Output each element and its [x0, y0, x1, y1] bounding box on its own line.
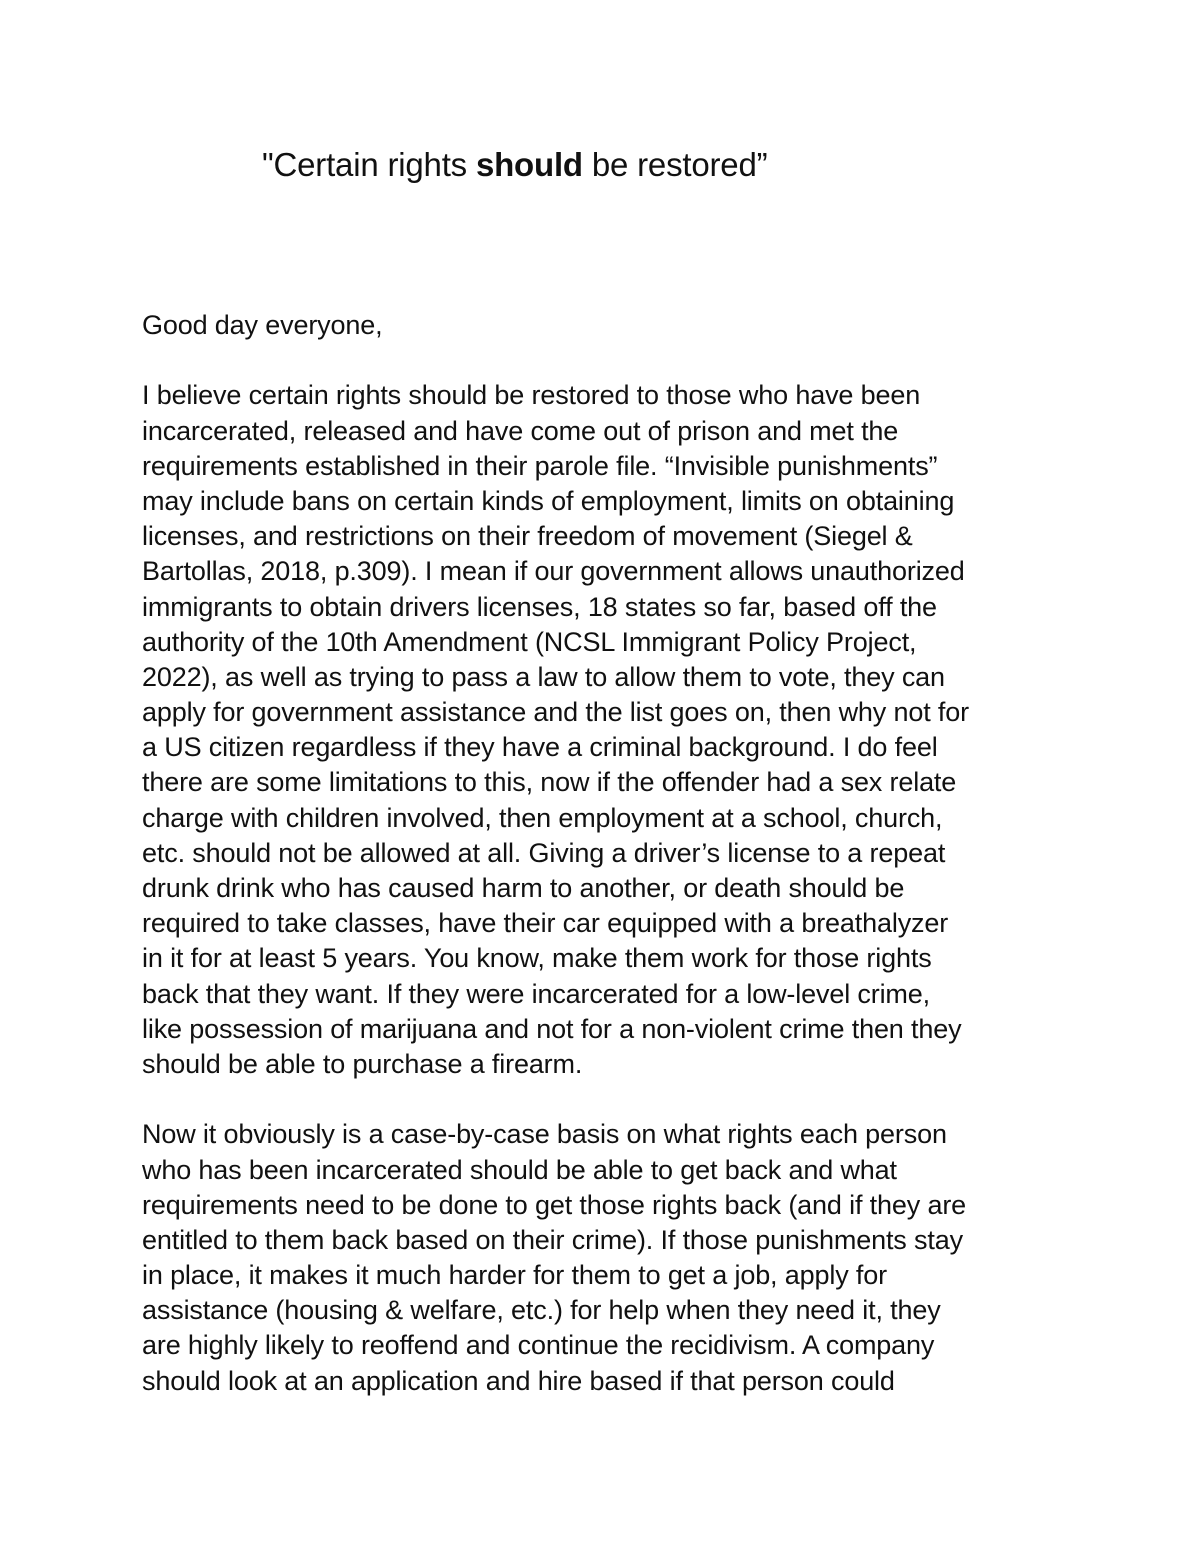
paragraph-spacer — [142, 1082, 1072, 1117]
paragraph-line: requirements need to be done to get those rights back (and if they are — [142, 1189, 967, 1220]
paragraph-line: who has been incarcerated should be able to get back and what — [142, 1154, 897, 1185]
paragraph-line: there are some limitations to this, now if the offender had a sex relate — [142, 767, 957, 798]
paragraph-line: apply for government assistance and the list goes on, then why not for — [142, 697, 969, 728]
paragraph-line: like possession of marijuana and not for a non-violent crime then they — [142, 1013, 962, 1044]
paragraph-line: in place, it makes it much harder for them to get a job, apply for — [142, 1260, 887, 1291]
paragraph-line: Now it obviously is a case-by-case basis on what rights each person — [142, 1119, 947, 1150]
paragraph-line: in it for at least 5 years. You know, make them work for those rights — [142, 943, 932, 974]
paragraph-2 — [142, 1117, 1072, 1399]
paragraph-line: immigrants to obtain drivers licenses, 18 states so far, based off the — [142, 591, 937, 622]
title-text-after: be restored” — [582, 146, 768, 183]
paragraph-line: requirements established in their parole file. “Invisible punishments” — [142, 450, 938, 481]
paragraph-line: I believe certain rights should be restored to those who have been — [142, 380, 921, 411]
paragraph-line: licenses, and restrictions on their freedom of movement (Siegel & — [142, 521, 913, 552]
paragraph-line: etc. should not be allowed at all. Giving a driver’s license to a repeat — [142, 837, 946, 868]
paragraph-line: should be able to purchase a firearm. — [142, 1048, 583, 1079]
paragraph-line: assistance (housing & welfare, etc.) for help when they need it, they — [142, 1295, 941, 1326]
paragraph-line: are highly likely to reoffend and continue the recidivism. A company — [142, 1330, 935, 1361]
paragraph-line: a US citizen regardless if they have a criminal background. I do feel — [142, 732, 938, 763]
greeting: Good day everyone, — [142, 310, 383, 340]
paragraph-line: back that they want. If they were incarcerated for a low-level crime, — [142, 978, 930, 1009]
paragraph-spacer — [142, 343, 1072, 378]
paragraph-line: 2022), as well as trying to pass a law to allow them to vote, they can — [142, 661, 945, 692]
paragraph-line: authority of the 10th Amendment (NCSL Immigrant Policy Project, — [142, 626, 917, 657]
paragraph-line: drunk drink who has caused harm to another, or death should be — [142, 873, 905, 903]
title-emphasis: should — [475, 146, 583, 183]
paragraph-1 — [142, 378, 1072, 1082]
paragraph-line: entitled to them back based on their crime). If those punishments stay — [142, 1224, 963, 1255]
paragraph-line: incarcerated, released and have come out of prison and met the — [142, 415, 899, 446]
paragraph-line: should look at an application and hire based if that person could — [142, 1365, 895, 1396]
paragraph-line: may include bans on certain kinds of employment, limits on obtaining — [142, 485, 955, 516]
document-body — [142, 308, 1072, 1399]
title-text-before: "Certain rights — [262, 146, 476, 183]
document-title — [262, 140, 767, 190]
paragraph-line: Bartollas, 2018, p.309). I mean if our government allows unauthorized — [142, 556, 965, 587]
paragraph-line: required to take classes, have their car equipped with a breathalyzer — [142, 908, 949, 939]
paragraph-line: charge with children involved, then employment at a school, church, — [142, 802, 943, 833]
